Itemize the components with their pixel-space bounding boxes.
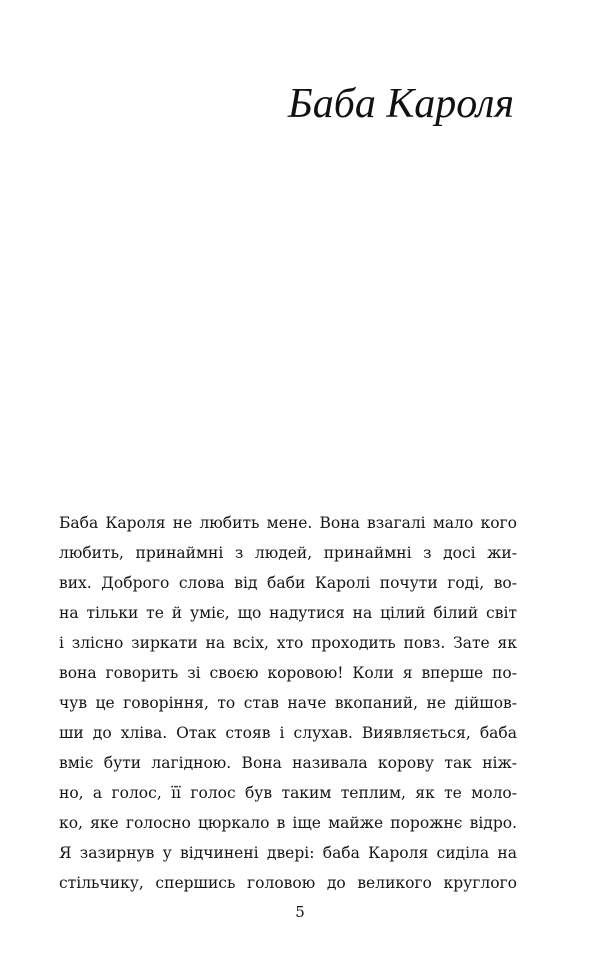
text-line: ши до хліва. Отак стояв і слухав. Виявляється, баба <box>59 724 517 742</box>
text-line: любить, принаймні з людей, принаймні з досі жи- <box>59 544 517 562</box>
text-line: вміє бути лагідною. Вона називала корову так ніж- <box>59 754 517 772</box>
text-line: но, а голос, її голос був таким теплим, як те моло- <box>59 784 517 802</box>
body-text <box>59 508 517 898</box>
text-line: вих. Доброго слова від баби Каролі почути годі, во- <box>59 574 517 592</box>
text-line: Я зазирнув у відчинені двері: баба Кароля сиділа на <box>59 844 517 862</box>
text-line: на тільки те й уміє, що надутися на цілий білий світ <box>59 604 517 622</box>
chapter-title: Баба Кароля <box>287 81 514 127</box>
page-number: 5 <box>295 903 305 921</box>
text-line: Баба Кароля не любить мене. Вона взагалі мало кого <box>59 514 517 532</box>
text-line: і злісно зиркати на всіх, хто проходить повз. Зате як <box>59 634 517 652</box>
text-line: стільчику, спершись головою до великого круглого <box>59 874 517 892</box>
text-line: вона говорить зі своєю коровою! Коли я вперше по- <box>59 664 517 682</box>
text-line: ко, яке голосно цюркало в іще майже порожнє відро. <box>59 814 517 832</box>
text-line: чув це говоріння, то став наче вкопаний, не дійшов- <box>59 694 517 712</box>
